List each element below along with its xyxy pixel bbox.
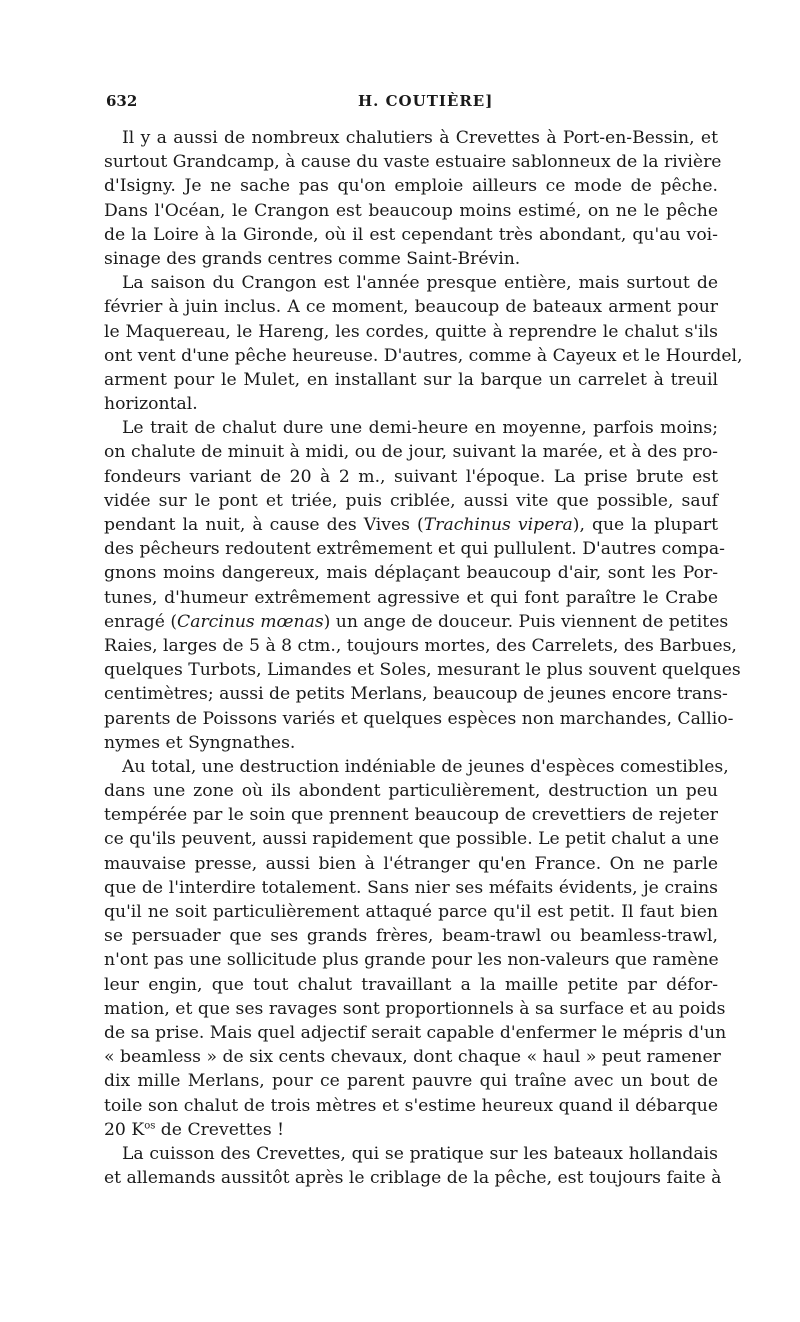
text-fragment: de Crevettes !: [155, 1119, 285, 1140]
text-fragment: enragé (: [104, 611, 178, 632]
text-line: que de l'interdire totalement. Sans nier ses méfaits évidents, je crains: [104, 877, 718, 898]
text-line: se persuader que ses grands frères, beam-trawl ou beamless-trawl,: [104, 926, 718, 947]
text-line: surtout Grandcamp, à cause du vaste estuaire sablonneux de la rivière: [104, 152, 722, 173]
text-line: nymes et Syngnathes.: [104, 732, 296, 753]
italic-species-name: Trachinus vipera: [423, 515, 573, 535]
text-line: quelques Turbots, Limandes et Soles, mesurant le plus souvent quelques: [104, 660, 741, 681]
text-line: fondeurs variant de 20 à 2 m., suivant l'époque. La prise brute est: [104, 466, 718, 487]
text-line: tunes, d'humeur extrêmement agressive et qui font paraître le Crabe: [104, 587, 718, 608]
text-line: gnons moins dangereux, mais déplaçant beaucoup d'air, sont les Por-: [104, 563, 718, 584]
text-fragment: pendant la nuit, à cause des Vives (: [104, 515, 424, 535]
text-line: La cuisson des Crevettes, qui se pratique sur les bateaux hollandais: [122, 1143, 718, 1164]
text-line: Dans l'Océan, le Crangon est beaucoup moins estimé, on ne le pêche: [104, 200, 718, 221]
text-line: et allemands aussitôt après le criblage de la pêche, est toujours faite à: [104, 1168, 722, 1189]
text-line: [104, 610, 729, 634]
text-line: Au total, une destruction indéniable de jeunes d'espèces comestibles,: [122, 756, 729, 777]
text-line: [104, 513, 718, 537]
italic-species-name: Carcinus mœnas: [177, 611, 324, 632]
text-line: dans une zone où ils abondent particulièrement, destruction un peu: [104, 781, 718, 802]
text-line: Il y a aussi de nombreux chalutiers à Crevettes à Port-en-Bessin, et: [122, 128, 718, 148]
text-line: février à juin inclus. A ce moment, beaucoup de bateaux arment pour: [104, 297, 718, 318]
text-line: vidée sur le pont et triée, puis criblée, aussi vite que possible, sauf: [104, 490, 718, 511]
text-line: arment pour le Mulet, en installant sur la barque un carrelet à treuil: [104, 369, 718, 390]
text-line: ce qu'ils peuvent, aussi rapidement que possible. Le petit chalut a une: [104, 829, 720, 850]
text-line: n'ont pas une sollicitude plus grande pour les non-valeurs que ramène: [104, 950, 719, 971]
text-line: parents de Poissons variés et quelques espèces non marchandes, Callio-: [104, 708, 734, 729]
text-line: [104, 1118, 718, 1142]
text-line: dix mille Merlans, pour ce parent pauvre qui traîne avec un bout de: [104, 1071, 718, 1092]
text-line: de la Loire à la Gironde, où il est cependant très abondant, qu'au voi-: [104, 224, 718, 245]
text-line: Raies, larges de 5 à 8 ctm., toujours mortes, des Carrelets, des Barbues,: [104, 635, 737, 656]
text-line: centimètres; aussi de petits Merlans, beaucoup de jeunes encore trans-: [104, 684, 728, 705]
text-line: le Maquereau, le Hareng, les cordes, quitte à reprendre le chalut s'ils: [104, 321, 718, 342]
text-fragment: 20 K: [104, 1119, 145, 1140]
text-fragment: ), que la plupart: [572, 515, 718, 535]
text-line: qu'il ne soit particulièrement attaqué parce qu'il est petit. Il faut bien: [104, 902, 718, 922]
text-line: leur engin, que tout chalut travaillant a la maille petite par défor-: [104, 974, 718, 995]
text-line: d'Isigny. Je ne sache pas qu'on emploie ailleurs ce mode de pêche.: [104, 176, 718, 197]
page-number: 632: [106, 92, 138, 110]
text-line: toile son chalut de trois mètres et s'estime heureux quand il débarque: [104, 1095, 718, 1116]
body-text: [104, 126, 743, 1190]
text-line: on chalute de minuit à midi, ou de jour, suivant la marée, et à des pro-: [104, 442, 718, 463]
superscript: os: [144, 1119, 156, 1131]
page-header: [106, 92, 716, 114]
text-line: ont vent d'une pêche heureuse. D'autres, comme à Cayeux et le Hourdel,: [104, 345, 743, 366]
text-line: tempérée par le soin que prennent beaucoup de crevettiers de rejeter: [104, 805, 718, 826]
text-line: Le trait de chalut dure une demi-heure en moyenne, parfois moins;: [122, 418, 718, 439]
text-line: des pêcheurs redoutent extrêmement et qui pullulent. D'autres compa-: [104, 539, 725, 560]
text-line: de sa prise. Mais quel adjectif serait capable d'enfermer le mépris d'un: [104, 1022, 727, 1043]
text-line: La saison du Crangon est l'année presque entière, mais surtout de: [122, 273, 718, 294]
text-line: horizontal.: [104, 394, 198, 415]
text-line: « beamless » de six cents chevaux, dont chaque « haul » peut ramener: [104, 1047, 721, 1068]
text-line: mauvaise presse, aussi bien à l'étranger qu'en France. On ne parle: [104, 853, 718, 874]
running-head: H. COUTIÈRE]: [358, 92, 494, 110]
text-line: mation, et que ses ravages sont proportionnels à sa surface et au poids: [104, 998, 726, 1019]
text-line: sinage des grands centres comme Saint-Brévin.: [104, 248, 521, 269]
text-fragment: ) un ange de douceur. Puis viennent de petites: [323, 611, 729, 632]
